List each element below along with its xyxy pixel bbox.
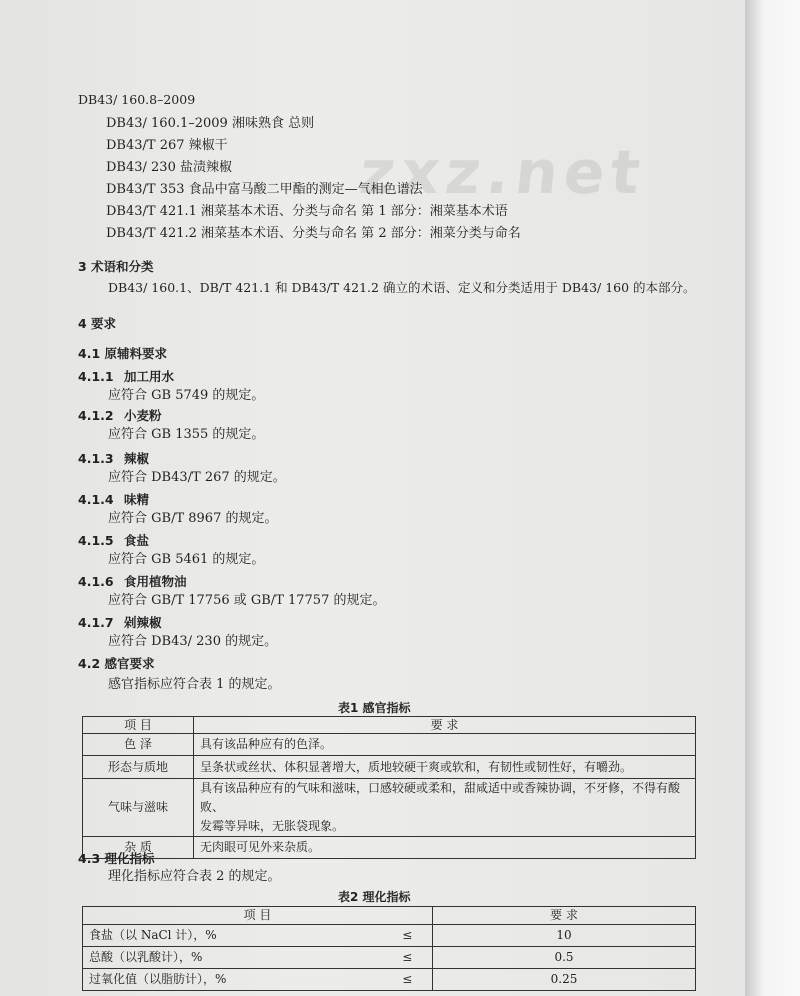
ref-line-6: DB43/T 421.2 湘菜基本术语、分类与命名 第 2 部分：湘菜分类与命名 [106,226,521,241]
table-1-head-item: 项 目 [83,717,194,734]
table-2-item: 总酸（以乳酸计），% [83,947,383,969]
item-4-1-5-text: 应符合 GB 5461 的规定。 [108,552,265,567]
table-row [83,756,696,779]
item-4-1-3-title: 辣椒 [124,451,150,466]
item-4-1-2-number: 4.1.2 [78,408,114,423]
table-1-req: 呈条状或丝状、体积显著增大，质地较硬干爽或软和，有韧性或韧性好，有嚼劲。 [194,756,696,779]
section-4-3-heading: 4.3 理化指标 [78,851,155,866]
table-2-value: 10 [433,925,696,947]
section-4-2-heading: 4.2 感官要求 [78,656,155,671]
table-1-item: 杂 质 [83,837,194,859]
table-2-head-item: 项 目 [83,907,433,925]
table-1-req-line: 具有该品种应有的气味和滋味，口感较硬或柔和，甜咸适中或香辣协调，不牙修，不得有酸败、 [200,781,681,814]
item-4-1-1-number: 4.1.1 [78,369,114,384]
table-1-head-req: 要 求 [194,717,696,734]
table-1-item: 气味与滋味 [83,779,194,837]
ref-line-1: DB43/ 160.1–2009 湘味熟食 总则 [106,116,315,131]
table-row [83,925,696,947]
table-row [83,969,696,991]
table-2-value: 0.25 [433,969,696,991]
page-edge-shadow [745,0,800,996]
item-4-1-3-number: 4.1.3 [78,451,114,466]
section-4-heading: 4 要求 [78,316,117,331]
table-2-header [83,907,696,925]
section-4-1-heading: 4.1 原辅料要求 [78,346,167,361]
table-2-caption: 表2 理化指标 [338,890,411,904]
item-4-1-3-text: 应符合 DB43/T 267 的规定。 [108,470,286,485]
item-4-1-4-text: 应符合 GB/T 8967 的规定。 [108,511,278,526]
table-1-item: 色 泽 [83,734,194,756]
ref-line-4: DB43/T 353 食品中富马酸二甲酯的测定—气相色谱法 [106,182,423,197]
table-2-item: 食盐（以 NaCl 计），% [83,925,383,947]
item-4-1-7-number: 4.1.7 [78,615,114,630]
item-4-1-2-title: 小麦粉 [124,408,162,423]
table-2-item: 过氧化值（以脂肪计），% [83,969,383,991]
item-4-1-6-title: 食用植物油 [124,574,187,589]
table-row [83,837,696,859]
table-1-req: 无肉眼可见外来杂质。 [194,837,696,859]
section-4-2-text: 感官指标应符合表 1 的规定。 [108,677,281,692]
ref-line-5: DB43/T 421.1 湘菜基本术语、分类与命名 第 1 部分：湘菜基本术语 [106,204,508,219]
section-4-3-text: 理化指标应符合表 2 的规定。 [108,869,281,884]
table-row [83,947,696,969]
header-code: DB43/ 160.8–2009 [78,92,196,107]
table-1-caption: 表1 感官指标 [338,701,411,715]
table-row [83,734,696,756]
table-1-header [83,717,696,734]
item-4-1-5-number: 4.1.5 [78,533,114,548]
ref-line-2: DB43/T 267 辣椒干 [106,138,228,153]
table-2-op: ≤ [383,947,433,969]
item-4-1-6-text: 应符合 GB/T 17756 或 GB/T 17757 的规定。 [108,593,386,608]
item-4-1-5-title: 食盐 [124,533,150,548]
item-4-1-1-text: 应符合 GB 5749 的规定。 [108,388,265,403]
section-3-text: DB43/ 160.1、DB/T 421.1 和 DB43/T 421.2 确立的术语、定义和分类适用于 DB43/ 160 的本部分。 [108,280,696,295]
item-4-1-4-title: 味精 [124,492,150,507]
item-4-1-7-text: 应符合 DB43/ 230 的规定。 [108,634,278,649]
item-4-1-4-number: 4.1.4 [78,492,114,507]
item-4-1-6-number: 4.1.6 [78,574,114,589]
table-1-req: 具有该品种应有的色泽。 [194,734,696,756]
item-4-1-7-title: 剁辣椒 [124,615,162,630]
table-2-op: ≤ [383,969,433,991]
table-1-req-line: 发霉等异味，无胀袋现象。 [200,819,345,833]
table-2-value: 0.5 [433,947,696,969]
physicochemical-table [82,906,696,991]
watermark: zxz.net [356,138,650,208]
table-2-head-req: 要 求 [433,907,696,925]
table-row [83,779,696,837]
item-4-1-2-text: 应符合 GB 1355 的规定。 [108,427,265,442]
ref-line-3: DB43/ 230 盐渍辣椒 [106,160,232,175]
sensory-table [82,716,696,859]
table-1-req [194,779,696,837]
item-4-1-1-title: 加工用水 [124,369,175,384]
table-2-op: ≤ [383,925,433,947]
section-3-heading: 3 术语和分类 [78,259,154,274]
table-1-item: 形态与质地 [83,756,194,779]
